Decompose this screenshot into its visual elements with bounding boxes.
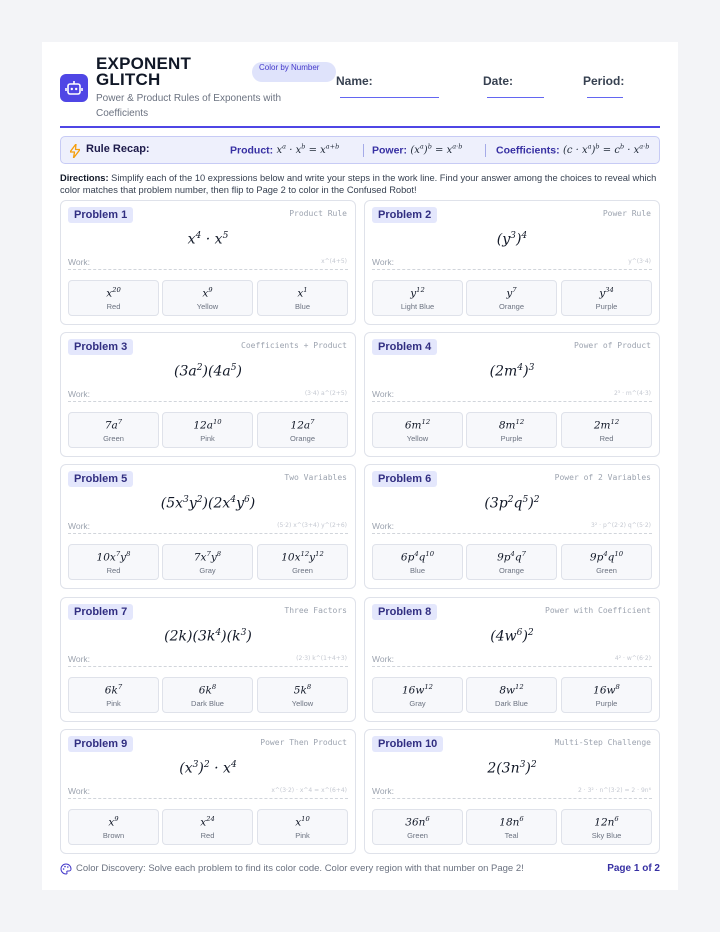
problem-tag: Power of 2 Variables <box>554 473 651 482</box>
problem-card-10 <box>364 729 660 854</box>
problem-expression: $2(3n^3)^2$ <box>487 760 537 777</box>
work-hint: x^(3·2) · x^4 = x^(6+4) <box>271 787 347 794</box>
problem-card-4 <box>364 332 660 457</box>
work-line[interactable] <box>372 798 652 799</box>
answer-choice[interactable]: $6k^8$ Dark Blue <box>162 677 253 713</box>
work-line[interactable] <box>372 401 652 402</box>
product-rule: Product: $x^a \cdot x^b = x^{a+b}$ <box>230 143 340 157</box>
work-hint: (5·2) x^(3+4) y^(2+6) <box>277 522 347 529</box>
rule-recap-box <box>60 136 660 164</box>
answer-choice[interactable]: $18n^6$ Teal <box>466 809 557 845</box>
problem-card-7 <box>60 597 356 722</box>
answer-choice[interactable]: $10x^{12}y^{12}$ Green <box>257 544 348 580</box>
problem-tag: Product Rule <box>289 209 347 218</box>
answer-choice[interactable]: $12n^6$ Sky Blue <box>561 809 652 845</box>
footer-note: Color Discovery: Solve each problem to find its color code. Color every region with that number on Page 2! <box>76 863 524 874</box>
problem-label: Problem 3 <box>68 339 133 355</box>
problem-label: Problem 5 <box>68 471 133 487</box>
rule-recap-title: Rule Recap: <box>86 143 150 155</box>
problem-label: Problem 1 <box>68 207 133 223</box>
lightning-icon <box>70 144 80 158</box>
problem-tag: Multi-Step Challenge <box>554 738 651 747</box>
answer-choice[interactable]: $9p^4q^{10}$ Green <box>561 544 652 580</box>
date-label: Date: <box>483 74 514 88</box>
problem-tag: Power Then Product <box>260 738 347 747</box>
period-label: Period: <box>583 74 625 88</box>
answer-choice[interactable]: $10x^7y^8$ Red <box>68 544 159 580</box>
power-rule: Power: $(x^a)^b = x^{a\cdot b}$ <box>372 143 463 157</box>
problem-card-5 <box>60 464 356 589</box>
problem-expression: $x^4 \cdot x^5$ <box>187 231 229 248</box>
work-line[interactable] <box>68 798 348 799</box>
answer-choice[interactable]: $6p^4q^{10}$ Blue <box>372 544 463 580</box>
work-label: Work: <box>372 786 395 796</box>
problem-tag: Three Factors <box>284 606 347 615</box>
problem-tag: Two Variables <box>284 473 347 482</box>
answer-choice[interactable]: $x^9$ Yellow <box>162 280 253 316</box>
date-line[interactable] <box>487 97 544 98</box>
work-line[interactable] <box>372 269 652 270</box>
problem-card-8 <box>364 597 660 722</box>
problem-expression: $(4w^6)^2$ <box>490 628 534 645</box>
color-by-number-badge: Color by Number <box>252 62 336 82</box>
work-label: Work: <box>68 654 91 664</box>
work-label: Work: <box>372 257 395 267</box>
page-number: Page 1 of 2 <box>607 863 660 874</box>
work-hint: y^(3·4) <box>628 258 651 265</box>
footer <box>60 862 660 876</box>
answer-choice[interactable]: $2m^{12}$ Red <box>561 412 652 448</box>
problem-expression: $(3p^2q^5)^2$ <box>484 495 540 512</box>
problem-label: Problem 6 <box>372 471 437 487</box>
work-line[interactable] <box>372 533 652 534</box>
problem-expression: $(2k)(3k^4)(k^3)$ <box>164 628 252 645</box>
problem-expression: $(2m^4)^3$ <box>489 363 535 380</box>
header <box>60 56 660 126</box>
answer-choice[interactable]: $16w^{12}$ Gray <box>372 677 463 713</box>
recap-divider <box>363 144 364 157</box>
period-line[interactable] <box>587 97 623 98</box>
work-hint: x^(4+5) <box>321 258 347 265</box>
work-hint: (2·3) k^(1+4+3) <box>296 655 347 662</box>
answer-choice[interactable]: $8w^{12}$ Dark Blue <box>466 677 557 713</box>
problem-expression: $(5x^3y^2)(2x^4y^6)$ <box>160 495 256 512</box>
palette-icon <box>60 863 72 875</box>
problem-label: Problem 2 <box>372 207 437 223</box>
work-label: Work: <box>372 521 395 531</box>
problem-card-2 <box>364 200 660 325</box>
answer-choice[interactable]: $6m^{12}$ Yellow <box>372 412 463 448</box>
answer-choice[interactable]: $5k^8$ Yellow <box>257 677 348 713</box>
work-label: Work: <box>372 389 395 399</box>
answer-choice[interactable]: $x^9$ Brown <box>68 809 159 845</box>
answer-choice[interactable]: $6k^7$ Pink <box>68 677 159 713</box>
problem-tag: Power Rule <box>602 209 651 218</box>
work-hint: (3·4) a^(2+5) <box>304 390 347 397</box>
work-label: Work: <box>372 654 395 664</box>
directions: Directions: Simplify each of the 10 expressions below and write your steps in the work line. Find your answer among the choices to reveal which color matches that problem number, then flip to Page 2 to color in the Confused Robot! <box>60 173 657 195</box>
problem-card-3 <box>60 332 356 457</box>
answer-choice[interactable]: $y^{34}$ Purple <box>561 280 652 316</box>
worksheet <box>42 42 678 890</box>
problem-expression: $(y^3)^4$ <box>496 231 528 248</box>
work-hint: 2³ · m^(4·3) <box>613 390 651 397</box>
work-hint: 3² · p^(2·2) q^(5·2) <box>591 522 651 529</box>
answer-choice[interactable]: $36n^6$ Green <box>372 809 463 845</box>
problem-expression: $(3a^2)(4a^5)$ <box>174 363 242 380</box>
answer-choice[interactable]: $9p^4q^7$ Orange <box>466 544 557 580</box>
problem-card-6 <box>364 464 660 589</box>
work-label: Work: <box>68 786 91 796</box>
problem-label: Problem 10 <box>372 736 443 752</box>
answer-choice[interactable]: $8m^{12}$ Purple <box>466 412 557 448</box>
problem-tag: Power of Product <box>573 341 651 350</box>
answer-choice[interactable]: $x^{10}$ Pink <box>257 809 348 845</box>
problem-card-1 <box>60 200 356 325</box>
answer-choice[interactable]: $16w^8$ Purple <box>561 677 652 713</box>
work-label: Work: <box>68 389 91 399</box>
worksheet-title: EXPONENT GLITCH <box>96 54 192 89</box>
answer-choice[interactable]: $y^{12}$ Light Blue <box>372 280 463 316</box>
problem-expression: $(x^3)^2 \cdot x^4$ <box>179 760 237 777</box>
work-line[interactable] <box>372 666 652 667</box>
worksheet-subtitle: Power & Product Rules of Exponents with Coefficients <box>96 93 282 119</box>
problem-label: Problem 8 <box>372 604 437 620</box>
work-label: Work: <box>68 257 91 267</box>
problem-label: Problem 9 <box>68 736 133 752</box>
problem-tag: Power with Coefficient <box>545 606 651 615</box>
answer-choice[interactable]: $x^{24}$ Red <box>162 809 253 845</box>
name-label: Name: <box>336 74 373 88</box>
robot-logo-icon <box>60 74 88 102</box>
work-label: Work: <box>68 521 91 531</box>
coefficient-rule: Coefficients: $(c \cdot x^a)^b = c^b \cdot x^{a\cdot b}$ <box>496 143 650 157</box>
answer-choice[interactable]: $x^1$ Blue <box>257 280 348 316</box>
work-hint: 2 · 3² · n^(3·2) = 2 · 9n⁶ <box>578 787 651 794</box>
answer-choice[interactable]: $12a^{10}$ Pink <box>162 412 253 448</box>
problem-label: Problem 4 <box>372 339 437 355</box>
answer-choice[interactable]: $12a^7$ Orange <box>257 412 348 448</box>
problem-label: Problem 7 <box>68 604 133 620</box>
answer-choice[interactable]: $x^{20}$ Red <box>68 280 159 316</box>
problem-card-9 <box>60 729 356 854</box>
answer-choice[interactable]: $y^7$ Orange <box>466 280 557 316</box>
header-divider <box>60 126 660 128</box>
name-line[interactable] <box>340 97 439 98</box>
answer-choice[interactable]: $7x^7y^8$ Gray <box>162 544 253 580</box>
problem-tag: Coefficients + Product <box>241 341 347 350</box>
work-hint: 4² · w^(6·2) <box>614 655 651 662</box>
work-line[interactable] <box>68 401 348 402</box>
work-line[interactable] <box>68 533 348 534</box>
work-line[interactable] <box>68 666 348 667</box>
recap-divider <box>485 144 486 157</box>
work-line[interactable] <box>68 269 348 270</box>
answer-choice[interactable]: $7a^7$ Green <box>68 412 159 448</box>
